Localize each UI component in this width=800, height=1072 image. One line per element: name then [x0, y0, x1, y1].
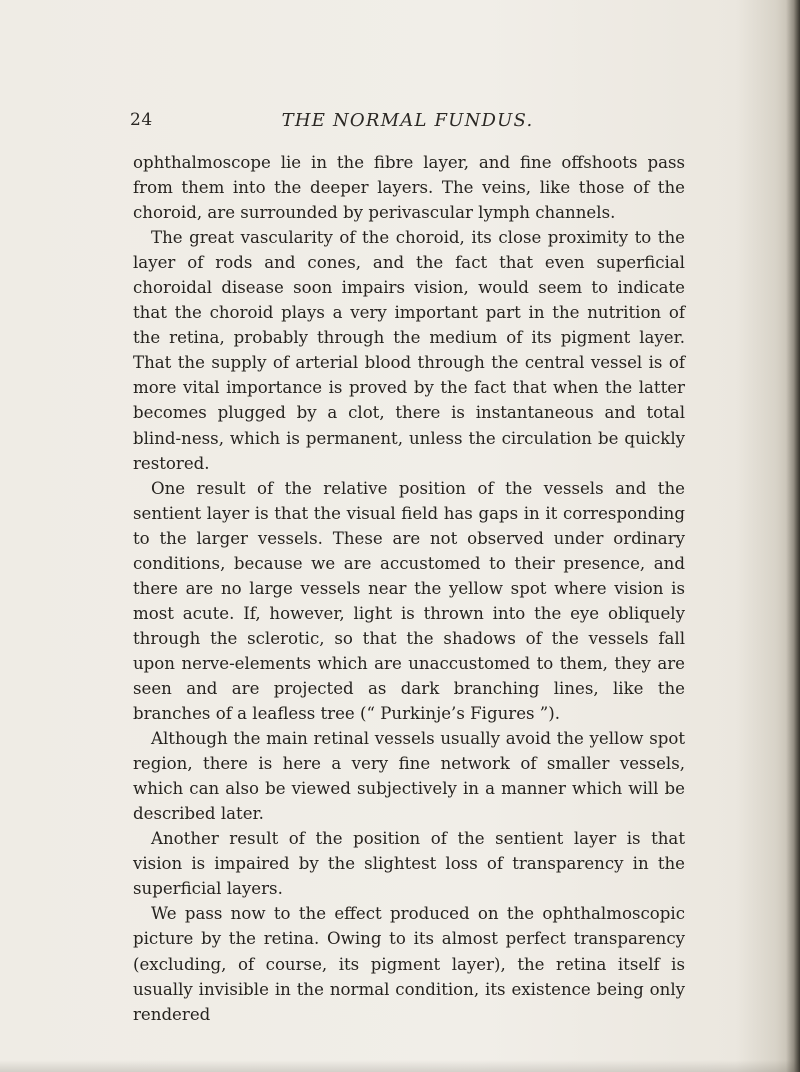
page-spine-shadow: [786, 0, 800, 1072]
paragraph-yellow-spot-network: Although the main retinal vessels usually avoid the yellow spot region, there is here a very fine network of smaller vessels, which can also be viewed subjectively in a manner which will be described later.: [133, 729, 685, 824]
paragraph-continuation: ophthalmoscope lie in the fibre layer, and fine offshoots pass from them into the deeper layers. The veins, like those of the choroid, are surrounded by perivascular lymph channels.: [133, 153, 685, 223]
paragraph-retina-effect: We pass now to the effect produced on the ophthalmoscopic picture by the retina. Owing to its almost perfect transparency (excluding, of course, its pigment layer), the retina itself is usually invisible in the normal condition, its existence being only rendered: [133, 904, 685, 1024]
paragraph-visual-field-gaps: One result of the relative position of the vessels and the sentient layer is that the visual field has gaps in it corresponding to the larger vessels. These are not observed under ordinary conditions, because we are accustomed to their presence, and there are no large vessels near the yellow spot where vision is most acute. If, however, light is thrown into the eye obliquely through the sclerotic, so that the shadows of the vessels fall upon nerve-elements which are unaccustomed to them, they are seen and are projected as dark branching lines, like the branches of a leafless tree (“ Purkinje’s Figures ”).: [133, 478, 685, 724]
running-header: [130, 110, 685, 136]
running-title: THE NORMAL FUNDUS.: [281, 110, 534, 131]
paragraph-choroid-vascularity: The great vascularity of the choroid, its close proximity to the layer of rods and cones, and the fact that even superficial choroidal disease soon impairs vision, would seem to indicate that the choroid plays a very important part in the nutrition of the retina, probably through the medium of its pigment layer. That the supply of arterial blood through the central vessel is of more vital importance is proved by the fact that when the latter becomes plugged by a clot, there is instantaneous and total blind-ness, which is permanent, unless the circulation be quickly restored.: [133, 228, 685, 473]
page-number: 24: [130, 110, 153, 130]
body-text: [133, 150, 685, 1027]
page-bottom-edge: [0, 1060, 800, 1072]
paragraph-sentient-layer: Another result of the position of the sentient layer is that vision is impaired by the slightest loss of transparency in the superficial layers.: [133, 829, 685, 899]
